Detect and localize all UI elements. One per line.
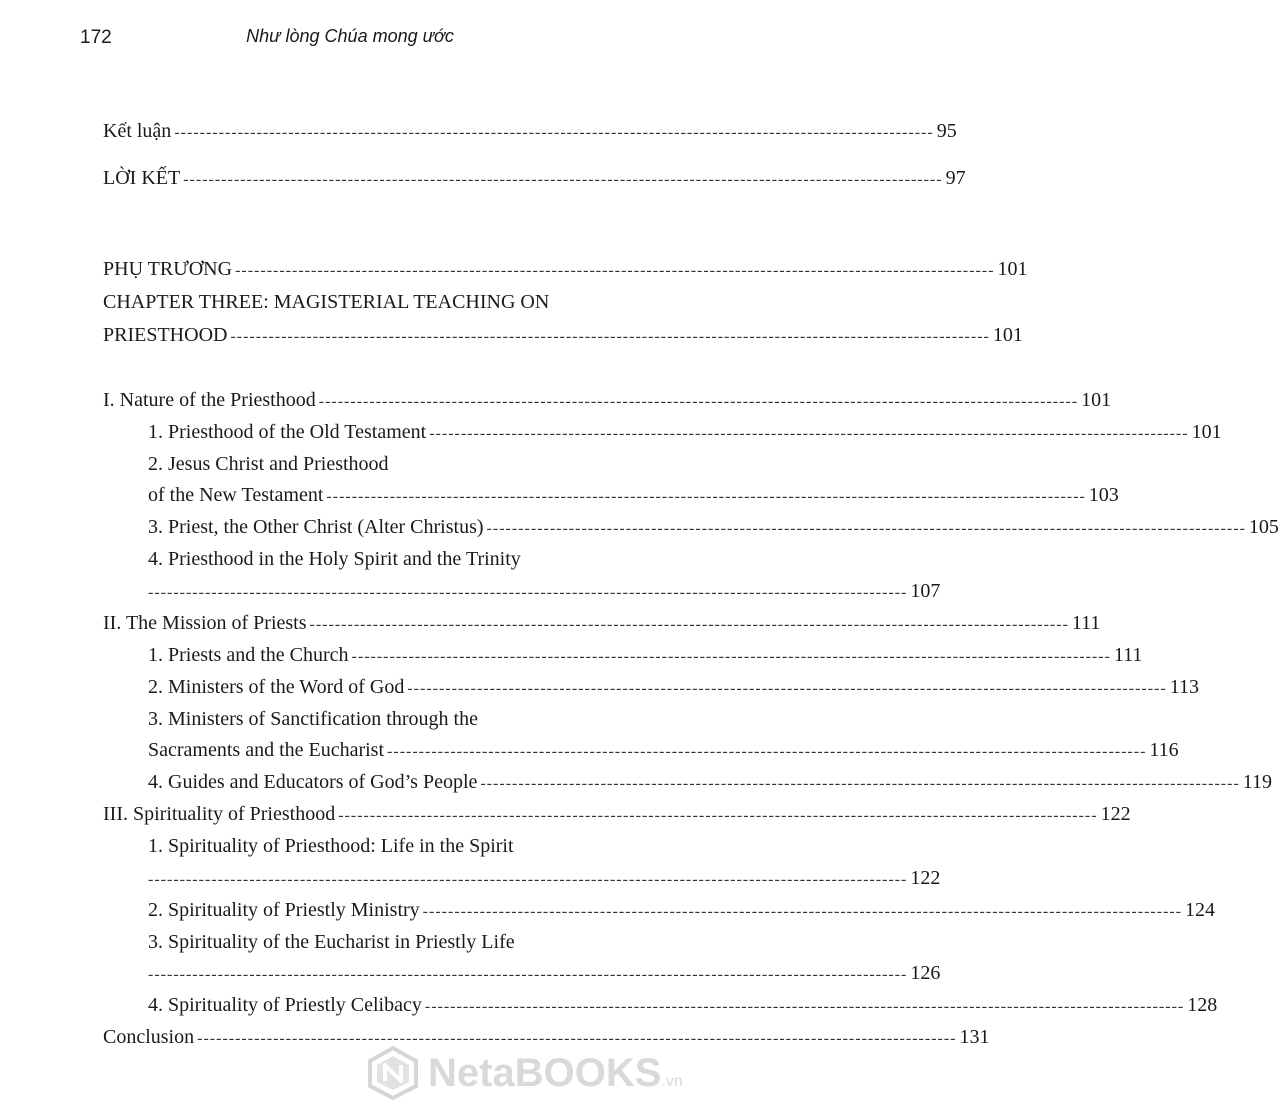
toc-entry-2-4 (148, 770, 1273, 794)
toc-entry-title: II. The Mission of Priests (103, 612, 307, 634)
dot-leader: ------------------------------------------------------------------------------------------------------------------------ (230, 328, 990, 345)
toc-entry-title: 2. Spirituality of Priestly Ministry (148, 899, 420, 921)
netabooks-logo-icon (366, 1046, 420, 1100)
dot-leader: ------------------------------------------------------------------------------------------------------------------------ (486, 520, 1246, 537)
toc-entry-1-4 (148, 579, 941, 603)
toc-entry-2-1 (148, 643, 1143, 667)
toc-entry-page: 95 (936, 120, 957, 142)
toc-entry-title: Conclusion (103, 1026, 195, 1048)
toc-entry-phu-truong (103, 257, 1028, 281)
toc-entry-1-1 (148, 420, 1222, 444)
dot-leader: ------------------------------------------------------------------------------------------------------------------------ (429, 425, 1189, 442)
toc-entry-page: 131 (959, 1026, 990, 1048)
dot-leader: ------------------------------------------------------------------------------------------------------------------------ (326, 488, 1086, 505)
watermark (366, 1046, 700, 1100)
running-title: Như lòng Chúa mong ước (246, 26, 454, 46)
toc-entry-page: 111 (1113, 644, 1143, 666)
dot-leader: ------------------------------------------------------------------------------------------------------------------------ (148, 966, 908, 983)
toc-entry-title: 4. Spirituality of Priestly Celibacy (148, 994, 422, 1016)
toc-entry-title: III. Spirituality of Priesthood (103, 803, 336, 825)
dot-leader: ------------------------------------------------------------------------------------------------------------------------ (148, 871, 908, 888)
dot-leader: ------------------------------------------------------------------------------------------------------------------------ (183, 171, 943, 188)
toc-entry-page: 119 (1242, 771, 1273, 793)
toc-entry-page: 126 (910, 962, 941, 984)
dot-leader: ------------------------------------------------------------------------------------------------------------------------ (235, 262, 995, 279)
toc-entry-3-4 (148, 993, 1218, 1017)
toc-entry-page: 105 (1248, 516, 1279, 538)
toc-entry-page: 122 (910, 867, 941, 889)
toc-entry-1-2 (148, 483, 1119, 507)
toc-entry-page: 116 (1149, 739, 1179, 761)
toc-entry-title: Kết luận (103, 120, 172, 142)
toc-entry-chapter-three-line1: CHAPTER THREE: MAGISTERIAL TEACHING ON (103, 291, 550, 313)
toc-entry-page: 128 (1187, 994, 1218, 1016)
toc-entry-2-2 (148, 675, 1199, 699)
dot-leader: ------------------------------------------------------------------------------------------------------------------------ (480, 775, 1240, 792)
toc-entry-section-1 (103, 388, 1112, 412)
toc-entry-3-1 (148, 866, 941, 890)
dot-leader: ------------------------------------------------------------------------------------------------------------------------ (387, 743, 1147, 760)
dot-leader: ------------------------------------------------------------------------------------------------------------------------ (148, 584, 908, 601)
toc-entry-page: 103 (1088, 484, 1119, 506)
toc-entry-page: 101 (992, 324, 1023, 346)
toc-entry-1-2-line1: 2. Jesus Christ and Priesthood (148, 453, 389, 475)
toc-entry-page: 101 (1081, 389, 1112, 411)
toc-entry-title: 4. Guides and Educators of God’s People (148, 771, 478, 793)
toc-entry-2-3 (148, 738, 1179, 762)
toc-entry-title: Sacraments and the Eucharist (148, 739, 385, 761)
toc-entry-3-3 (148, 961, 941, 985)
toc-entry-3-1-line1: 1. Spirituality of Priesthood: Life in the Spirit (148, 835, 514, 857)
dot-leader: ------------------------------------------------------------------------------------------------------------------------ (422, 903, 1183, 920)
toc-entry-page: 107 (910, 580, 941, 602)
toc-entry-title: 3. Priest, the Other Christ (Alter Christus) (148, 516, 484, 538)
toc-entry-1-3 (148, 515, 1279, 539)
toc-entry-title: PRIESTHOOD (103, 324, 228, 346)
toc-entry-title: I. Nature of the Priesthood (103, 389, 316, 411)
toc-entry-section-3 (103, 802, 1131, 826)
toc-entry-title: 2. Ministers of the Word of God (148, 676, 405, 698)
toc-entry-3-3-line1: 3. Spirituality of the Eucharist in Priestly Life (148, 931, 515, 953)
toc-entry-1-4-line1: 4. Priesthood in the Holy Spirit and the Trinity (148, 548, 521, 570)
toc-entry-2-3-line1: 3. Ministers of Sanctification through the (148, 708, 478, 730)
dot-leader: ------------------------------------------------------------------------------------------------------------------------ (197, 1030, 957, 1047)
dot-leader: ------------------------------------------------------------------------------------------------------------------------ (309, 616, 1069, 633)
toc-entry-ket-luan (103, 119, 957, 143)
toc-entry-page: 101 (997, 258, 1028, 280)
toc-entry-loi-ket (103, 166, 966, 190)
toc-entry-page: 113 (1169, 676, 1199, 698)
toc-entry-page: 111 (1071, 612, 1101, 634)
toc-entry-title: PHỤ TRƯƠNG (103, 258, 233, 280)
watermark-text: NetaBOOKS.vn (428, 1050, 683, 1095)
dot-leader: ------------------------------------------------------------------------------------------------------------------------ (318, 393, 1079, 410)
toc-entry-title: of the New Testament (148, 484, 324, 506)
toc-entry-page: 122 (1100, 803, 1131, 825)
toc-entry-section-2 (103, 611, 1101, 635)
toc-entry-page: 124 (1185, 899, 1216, 921)
dot-leader: ------------------------------------------------------------------------------------------------------------------------ (338, 807, 1098, 824)
toc-entry-page: 101 (1191, 421, 1222, 443)
dot-leader: ------------------------------------------------------------------------------------------------------------------------ (407, 680, 1167, 697)
dot-leader: ------------------------------------------------------------------------------------------------------------------------ (351, 648, 1111, 665)
toc-entry-page: 97 (945, 167, 966, 189)
dot-leader: ------------------------------------------------------------------------------------------------------------------------ (174, 124, 934, 141)
toc-entry-3-2 (148, 898, 1216, 922)
toc-entry-title: 1. Priests and the Church (148, 644, 349, 666)
toc-entry-chapter-three (103, 323, 1023, 347)
dot-leader: ------------------------------------------------------------------------------------------------------------------------ (424, 998, 1185, 1015)
page-number: 172 (80, 27, 112, 48)
toc-entry-title: LỜI KẾT (103, 167, 181, 189)
toc-entry-title: 1. Priesthood of the Old Testament (148, 421, 427, 443)
